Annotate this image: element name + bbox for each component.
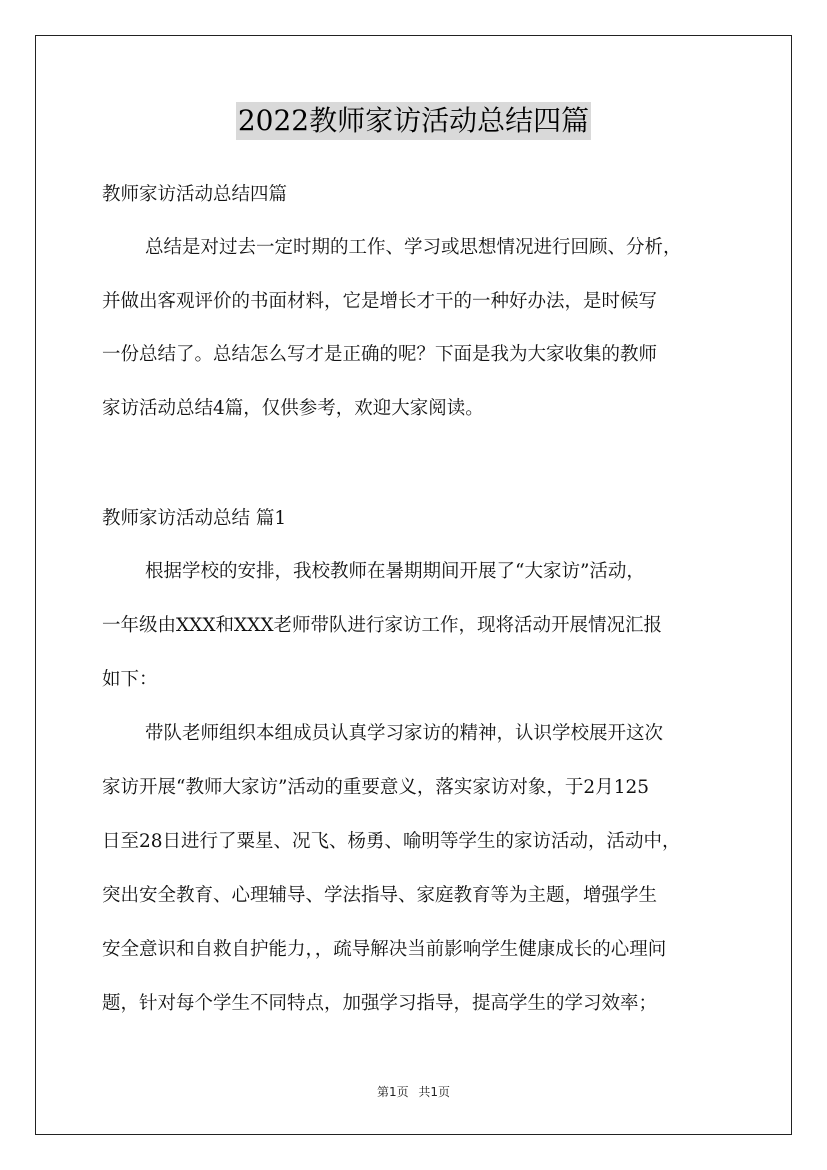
section-heading: 教师家访活动总结 篇1 (102, 508, 287, 529)
paragraph-line: 家访开展“教师大家访”活动的重要意义，落实家访对象，于2月125 (102, 777, 649, 798)
page-footer (0, 1083, 827, 1100)
document-subtitle: 教师家访活动总结四篇 (102, 184, 288, 205)
paragraph-line: 日至28日进行了粟星、况飞、杨勇、喻明等学生的家访活动，活动中， (102, 831, 681, 852)
paragraph-line: 突出安全教育、心理辅导、学法指导、家庭教育等为主题，增强学生 (102, 885, 658, 906)
intro-line: 家访活动总结4篇，仅供参考，欢迎大家阅读。 (102, 398, 484, 419)
paragraph-line: 带队老师组织本组成员认真学习家访的精神，认识学校展开这次 (145, 723, 664, 744)
document-title: 2022教师家访活动总结四篇 (236, 102, 591, 140)
paragraph-line: 题，针对每个学生不同特点，加强学习指导，提高学生的学习效率； (102, 993, 658, 1014)
intro-line: 并做出客观评价的书面材料，它是增长才干的一种好办法，是时候写 (102, 291, 658, 312)
title-wrap (0, 102, 827, 140)
paragraph-line: 如下： (102, 669, 158, 690)
intro-line: 总结是对过去一定时期的工作、学习或思想情况进行回顾、分析， (145, 237, 682, 258)
paragraph-line: 安全意识和自救自护能力，，疏导解决当前影响学生健康成长的心理问 (102, 939, 667, 960)
page-number-current: 第1页 (376, 1085, 409, 1099)
paragraph-line: 根据学校的安排，我校教师在暑期期间开展了“大家访”活动， (145, 561, 645, 582)
intro-line: 一份总结了。总结怎么写才是正确的呢？下面是我为大家收集的教师 (102, 344, 658, 365)
paragraph-line: 一年级由XXX和XXX老师带队进行家访工作，现将活动开展情况汇报 (102, 615, 663, 636)
page-number-total: 共1页 (418, 1085, 451, 1099)
